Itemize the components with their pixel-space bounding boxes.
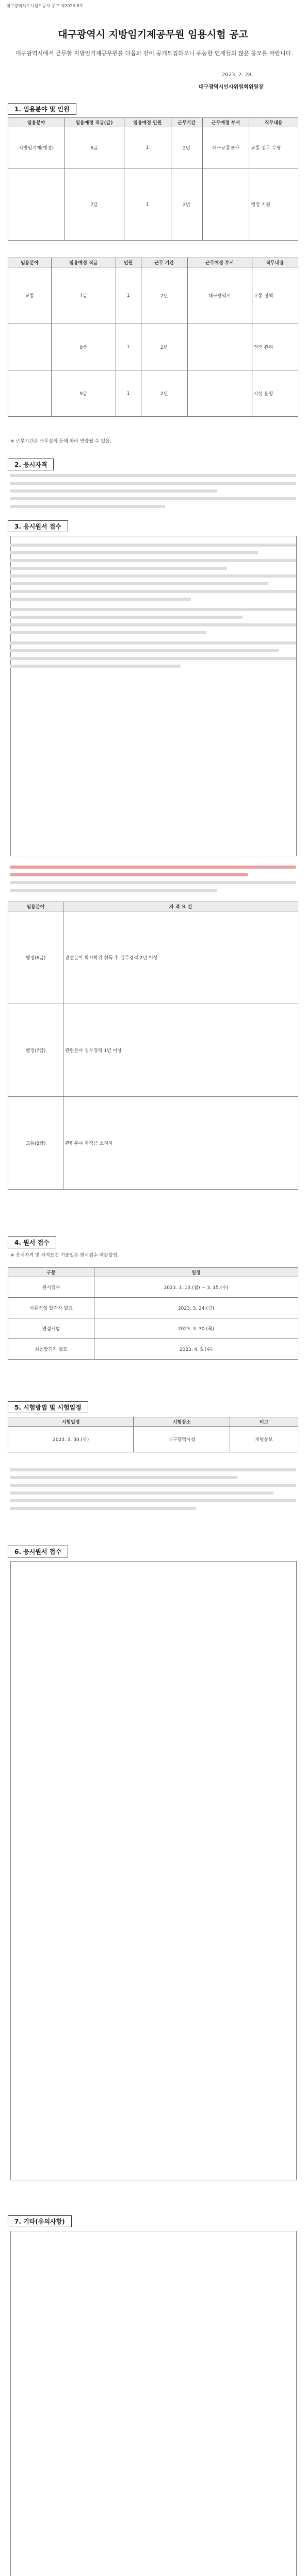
text-line-placeholder — [10, 608, 296, 611]
table-cell: 안전 관리 — [252, 324, 298, 370]
text-line-placeholder — [10, 665, 181, 668]
table-cell: 교통 업무 수행 — [249, 127, 298, 168]
text-line-placeholder — [10, 582, 268, 585]
col-header: 구분 — [8, 1268, 94, 1277]
table-cell: 7급 — [65, 168, 124, 241]
table-cell: 행정(6급) — [8, 911, 63, 1004]
section-heading-7 — [8, 2215, 72, 2227]
text-line-placeholder — [10, 489, 217, 493]
table-cell — [187, 370, 252, 417]
table-row — [8, 1339, 298, 1360]
table-cell — [187, 324, 252, 370]
col-header: 일정 — [94, 1268, 298, 1277]
text-line-placeholder — [10, 631, 206, 634]
table-cell: 면접시험 — [8, 1318, 94, 1339]
table-cell: 행정(7급) — [8, 1004, 63, 1097]
table-cell: 지방임기제(행정) — [8, 127, 65, 168]
col-header: 근무기간 — [171, 118, 202, 127]
table-cell: 1 — [116, 324, 141, 370]
text-line-placeholder — [10, 649, 279, 652]
table-cell: 교통(8급) — [8, 1097, 63, 1190]
page-title: 대구광역시 지방임기제공무원 임용시험 공고 — [58, 29, 248, 40]
table-cell — [8, 370, 52, 417]
table-cell: 2년 — [141, 324, 187, 370]
table-cell: 대구광역시청 — [134, 1427, 230, 1452]
section-label: 6. 응시원서 접수 — [8, 1546, 68, 1557]
text-line-placeholder — [10, 482, 296, 485]
table-cell: 1 — [124, 168, 171, 241]
table-cell: 2023. 3. 30.(목) — [94, 1318, 298, 1339]
table-cell: 2년 — [171, 168, 202, 241]
table-cell: 1 — [116, 267, 141, 324]
text-line-placeholder — [10, 567, 227, 570]
document-reference: 대구광역시도시철도공사 공고 제2023-8호 — [6, 4, 84, 8]
table-cell: 2023. 3. 30.(목) — [8, 1427, 134, 1452]
issuer-name: 대구광역시인사위원회위원장 — [199, 84, 264, 90]
table-cell: 원서접수 — [8, 1277, 94, 1298]
schedule-table — [8, 1267, 298, 1360]
table-row — [8, 127, 298, 168]
table-row — [8, 1298, 298, 1318]
table-row — [8, 1004, 298, 1097]
text-line-placeholder — [10, 1468, 296, 1471]
table-cell: 관련분야 자격증 소지자 — [63, 1097, 298, 1190]
table-cell — [202, 168, 249, 241]
table-cell: 2023. 4. 5.(수) — [94, 1339, 298, 1360]
col-header: 시험장소 — [134, 1417, 230, 1427]
text-line-placeholder — [10, 590, 296, 593]
table-cell: 교통 — [8, 267, 52, 324]
section-label: 5. 시험방법 및 시험일정 — [8, 1401, 88, 1413]
section-heading-4 — [8, 1236, 56, 1248]
text-line-placeholder — [10, 559, 296, 562]
text-line-placeholder — [10, 641, 296, 645]
col-header: 직무내용 — [249, 118, 298, 127]
table-cell: 9급 — [51, 370, 116, 417]
table-cell: 1 — [124, 127, 171, 168]
table-row — [8, 911, 298, 1004]
text-line-placeholder — [10, 1492, 273, 1495]
col-header: 임용예정 직급 — [51, 258, 116, 267]
col-header: 자 격 요 건 — [63, 902, 298, 911]
table-row — [8, 267, 298, 324]
table-cell: 2023. 3. 13.(월) ~ 3. 15.(수) — [94, 1277, 298, 1298]
table-cell: 개별통보 — [230, 1427, 298, 1452]
text-line-placeholder — [10, 623, 296, 626]
text-line-placeholder — [10, 616, 243, 619]
text-line-placeholder — [10, 1507, 196, 1510]
table-cell: 8급 — [51, 324, 116, 370]
table-row — [8, 370, 298, 417]
section-heading-1 — [8, 103, 76, 115]
intro-paragraph: 대구광역시에서 근무할 지방임기제공무원을 다음과 같이 공개모집하오니 유능한 인재들의 많은 응모를 바랍니다. — [15, 50, 293, 57]
text-line-placeholder — [10, 474, 296, 477]
table-cell: 대구광역시 — [187, 267, 252, 324]
col-header: 임용분야 — [8, 118, 65, 127]
highlighted-line — [10, 866, 296, 869]
text-line-placeholder — [10, 657, 296, 660]
table-cell: 관련분야 실무경력 1년 이상 — [63, 1004, 298, 1097]
notice-date: 2023. 2. 28. — [222, 72, 253, 78]
text-line-placeholder — [10, 551, 258, 554]
section-label: 7. 기타(유의사항) — [8, 2215, 72, 2227]
text-line-placeholder — [10, 1484, 296, 1487]
qualification-table — [8, 902, 298, 1190]
col-header: 근무예정 부서 — [187, 258, 252, 267]
section-heading-2 — [8, 459, 54, 470]
col-header: 인원 — [116, 258, 141, 267]
text-line-placeholder — [10, 574, 296, 578]
section-heading-3 — [8, 520, 68, 532]
table-row — [8, 324, 298, 370]
text-line-placeholder — [10, 1499, 296, 1502]
table-cell: 교통 정책 — [252, 267, 298, 324]
table-cell: 관련분야 학사학위 취득 후 실무경력 2년 이상 — [63, 911, 298, 1004]
table-cell: 최종합격자 발표 — [8, 1339, 94, 1360]
text-line-placeholder — [10, 881, 296, 884]
text-line-placeholder — [10, 889, 217, 892]
table-cell: 2년 — [141, 370, 187, 417]
col-header: 임용예정 인원 — [124, 118, 171, 127]
col-header: 비고 — [230, 1417, 298, 1427]
table-cell: 1 — [116, 370, 141, 417]
note-text: ※ 근무기간은 근무실적 등에 따라 연장될 수 있음. — [10, 439, 111, 444]
note-text: ※ 응시자격 및 자격요건 기준일은 원서접수 마감일임. — [10, 1253, 119, 1258]
table-row — [8, 168, 298, 241]
col-header: 근무예정 부서 — [202, 118, 249, 127]
section-label: 1. 임용분야 및 인원 — [8, 103, 76, 115]
table-row — [8, 1318, 298, 1339]
exam-table — [8, 1417, 298, 1452]
table-cell: 6급 — [65, 127, 124, 168]
col-header: 근무 기간 — [141, 258, 187, 267]
recruitment-table-1 — [8, 117, 298, 241]
section-heading-6 — [8, 1546, 68, 1557]
highlighted-line — [10, 873, 248, 876]
text-line-placeholder — [10, 1476, 237, 1479]
table-cell: 2년 — [141, 267, 187, 324]
col-header: 임용예정 직급(급) — [65, 118, 124, 127]
section-label: 4. 원서 접수 — [8, 1236, 56, 1248]
text-line-placeholder — [10, 497, 296, 500]
application-box — [10, 1561, 297, 2180]
table-cell: 2년 — [171, 127, 202, 168]
table-cell: 2023. 3. 24.(금) — [94, 1298, 298, 1318]
table-row — [8, 1277, 298, 1298]
table-cell: 7급 — [51, 267, 116, 324]
text-line-placeholder — [10, 544, 296, 547]
table-cell: 시설 운영 — [252, 370, 298, 417]
notice-box — [10, 2231, 297, 2576]
section-label: 2. 응시자격 — [8, 459, 54, 470]
recruitment-table-2 — [8, 258, 298, 417]
table-cell: 행정 지원 — [249, 168, 298, 241]
table-row — [8, 1427, 298, 1452]
table-cell — [8, 324, 52, 370]
section-heading-5 — [8, 1401, 88, 1413]
table-cell: 대구교통공사 — [202, 127, 249, 168]
table-cell — [8, 168, 65, 241]
text-line-placeholder — [10, 598, 191, 601]
col-header: 임용분야 — [8, 258, 52, 267]
col-header: 직무내용 — [252, 258, 298, 267]
text-line-placeholder — [10, 505, 165, 508]
col-header: 임용분야 — [8, 902, 63, 911]
table-cell: 서류전형 합격자 발표 — [8, 1298, 94, 1318]
section-label: 3. 응시원서 접수 — [8, 520, 68, 532]
table-row — [8, 1097, 298, 1190]
col-header: 시험일정 — [8, 1417, 134, 1427]
